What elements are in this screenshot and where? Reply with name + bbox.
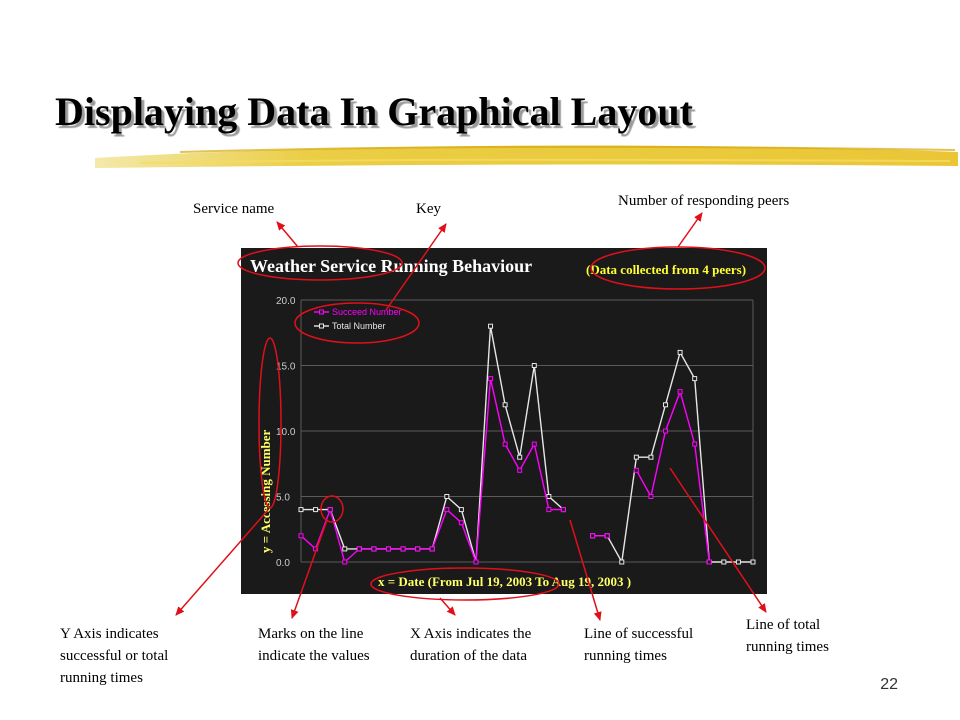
succeed-number-point <box>664 429 668 433</box>
succeed-number-point <box>416 547 420 551</box>
chart-title: Weather Service Running Behaviour <box>250 256 533 276</box>
succeed-number-point <box>518 468 522 472</box>
total-number-point <box>751 560 755 564</box>
y-tick-label: 0.0 <box>276 558 290 569</box>
total-number-point <box>736 560 740 564</box>
callout-line-success: Line of successful running times <box>584 626 694 664</box>
total-number-point <box>532 364 536 368</box>
line-chart <box>241 248 767 594</box>
total-number-point <box>722 560 726 564</box>
legend-marker-succeed-number <box>320 310 324 314</box>
succeed-number-point <box>532 442 536 446</box>
total-number-point <box>299 508 303 512</box>
total-number-line <box>301 326 564 562</box>
succeed-number-point <box>707 560 711 564</box>
succeed-number-point <box>386 547 390 551</box>
total-number-point <box>620 560 624 564</box>
succeed-number-point <box>634 468 638 472</box>
total-number-point <box>547 495 551 499</box>
total-number-point <box>343 547 347 551</box>
succeed-number-point <box>357 547 361 551</box>
total-number-point <box>314 508 318 512</box>
callout-key: Key <box>416 201 441 217</box>
total-number-point <box>503 403 507 407</box>
total-number-point <box>678 350 682 354</box>
succeed-number-point <box>678 390 682 394</box>
total-number-point <box>664 403 668 407</box>
total-number-point <box>459 508 463 512</box>
slide-title: Displaying Data In Graphical Layout <box>55 89 693 134</box>
y-tick-label: 5.0 <box>276 492 290 504</box>
total-number-point <box>634 455 638 459</box>
succeed-number-point <box>605 534 609 538</box>
chart-subtitle-text: (Data collected from 4 peers) <box>586 262 747 277</box>
chart-panel <box>241 248 767 594</box>
succeed-number-point <box>474 560 478 564</box>
succeed-number-point <box>372 547 376 551</box>
succeed-number-point <box>561 508 565 512</box>
x-axis-label: x = Date (From Jul 19, 2003 To Aug 19, 2003 ) <box>378 574 632 589</box>
total-number-line <box>593 352 753 562</box>
total-number-point <box>693 377 697 381</box>
succeed-number-point <box>591 534 595 538</box>
callout-service-name: Service name <box>193 201 275 217</box>
legend-label-succeed-number: Succeed Number <box>332 307 402 317</box>
legend-label-total-number: Total Number <box>332 321 386 331</box>
succeed-number-point <box>328 508 332 512</box>
succeed-number-point <box>401 547 405 551</box>
y-tick-label: 20.0 <box>276 296 296 307</box>
callout-marks: Marks on the line indicate the values <box>258 626 370 664</box>
succeed-number-point <box>299 534 303 538</box>
y-tick-label: 10.0 <box>276 427 296 438</box>
callout-x-axis: X Axis indicates the duration of the data <box>410 626 532 664</box>
total-number-point <box>489 324 493 328</box>
slide-number: 22 <box>880 676 898 693</box>
succeed-number-point <box>547 508 551 512</box>
succeed-number-point <box>343 560 347 564</box>
total-number-point <box>518 455 522 459</box>
total-number-point <box>445 495 449 499</box>
succeed-number-point <box>314 547 318 551</box>
succeed-number-point <box>503 442 507 446</box>
succeed-number-point <box>459 521 463 525</box>
y-axis-label: y = Accessing Number <box>258 429 273 553</box>
succeed-number-point <box>649 495 653 499</box>
succeed-number-point <box>693 442 697 446</box>
callout-line-total: Line of total running times <box>746 617 829 655</box>
callout-responding-peers: Number of responding peers <box>618 193 790 209</box>
legend-marker-total-number <box>320 324 324 328</box>
succeed-number-line <box>301 379 564 562</box>
succeed-number-point <box>445 508 449 512</box>
succeed-number-point <box>489 377 493 381</box>
y-tick-label: 15.0 <box>276 361 296 373</box>
callout-y-axis: Y Axis indicates successful or total running times <box>60 626 169 686</box>
succeed-number-point <box>430 547 434 551</box>
total-number-point <box>649 455 653 459</box>
